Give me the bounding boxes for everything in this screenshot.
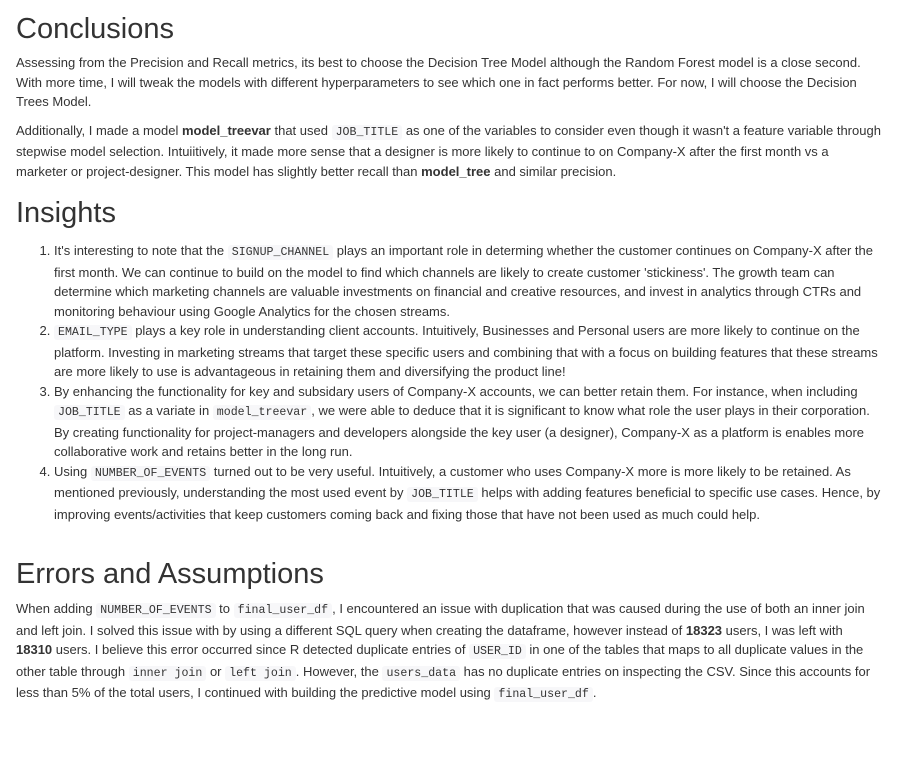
list-item: 2. EMAIL_TYPE plays a key role in understanding client accounts. Intuitively, Businesses and Personal users are more likely to continue on the platform. Investing in marketing streams that target these specific users and combining that with a focus on building features that these streams are more likely to use is advantageous in retaining them and diversifying the product line! bbox=[54, 321, 882, 382]
conclusions-section bbox=[16, 53, 882, 181]
inline-code: JOB_TITLE bbox=[332, 125, 403, 140]
inline-code: final_user_df bbox=[234, 603, 332, 618]
errors-section bbox=[16, 599, 882, 705]
errors-paragraph: When adding NUMBER_OF_EVENTS to final_user_df , I encountered an issue with duplication that was caused during the use of both an inner join and left join. I solved this issue with by using a different SQL query when creating the dataframe, however instead of 18323 users, I was left with 18310 users. I believe this error occurred since R detected duplicate entries of USER_ID in one of the tables that maps to all duplicate values in the other table through inner join or left join . However, the users_data has no duplicate entries on inspecting the CSV. Since this accounts for less than 5% of the total users, I continued with building the predictive model using final_user_df . bbox=[16, 601, 871, 701]
inline-code: model_treevar bbox=[213, 405, 311, 420]
inline-code: users_data bbox=[382, 666, 460, 681]
inline-code: EMAIL_TYPE bbox=[54, 325, 132, 340]
list-item: 1. It's interesting to note that the SIGNUP_CHANNEL plays an important role in determing whether the customer continues on Company-X after the first month. We can continue to build on the model to find which channels are likely to create customer 'stickiness'. The growth team can determine which marketing channels are valuable investments on financial and creative resources, and invest in analytics through CTRs and monitoring behaviour using Google Analytics for the chosen streams. bbox=[54, 241, 882, 321]
insights-list bbox=[16, 241, 882, 524]
inline-code: NUMBER_OF_EVENTS bbox=[96, 603, 215, 618]
list-item: 3. By enhancing the functionality for key and subsidary users of Company-X accounts, we can better retain them. For instance, when including JOB_TITLE as a variate in model_treevar , we were able to deduce that it is significant to know what role the user plays in their corporation. By creating functionality for project-managers and developers alongside the key user (a designer), Company-X as a platform is enables more collaborative work and retains better in the long run. bbox=[54, 382, 882, 462]
bold-number: 18310 bbox=[16, 642, 53, 657]
inline-code: left join bbox=[225, 666, 296, 681]
inline-code: USER_ID bbox=[469, 644, 526, 659]
insights-section bbox=[16, 241, 882, 524]
bold-number: 18323 bbox=[685, 622, 723, 638]
inline-code: final_user_df bbox=[494, 687, 592, 702]
inline-code: JOB_TITLE bbox=[407, 487, 478, 502]
inline-code: JOB_TITLE bbox=[54, 405, 125, 420]
inline-code: inner join bbox=[129, 666, 207, 681]
errors-heading: Errors and Assumptions bbox=[16, 558, 324, 590]
conclusions-paragraph-2: Additionally, I made a model model_treevar that used JOB_TITLE as one of the variables to consider even though it wasn't a feature variable through stepwise model selection. Intuiitively, it made more sense that a designer is more likely to continue to on Company-X after the first month vs a marketer or project-designer. This model has slightly better recall than model_tree and similar precision. bbox=[16, 122, 881, 179]
conclusions-paragraph-1: Assessing from the Precision and Recall metrics, its best to choose the Decision Tree Model although the Random Forest model is a close second. With more time, I will tweak the models with different hyperparameters to see which one in fact performs better. For now, I will choose the Decision Trees Model. bbox=[16, 55, 861, 109]
model-name: model_treevar bbox=[181, 122, 271, 138]
model-name: model_tree bbox=[421, 163, 491, 179]
conclusions-heading: Conclusions bbox=[16, 13, 174, 45]
inline-code: SIGNUP_CHANNEL bbox=[228, 245, 333, 260]
insights-heading: Insights bbox=[16, 197, 116, 229]
list-item: 4. Using NUMBER_OF_EVENTS turned out to be very useful. Intuitively, a customer who uses Company-X more is more likely to be retained. As mentioned previously, understanding the most used event by JOB_TITLE helps with adding features beneficial to specific use cases. Hence, by improving events/activities that keep customers coming back and fixing those that have not been used as much could help. bbox=[54, 462, 882, 525]
inline-code: NUMBER_OF_EVENTS bbox=[91, 466, 210, 481]
